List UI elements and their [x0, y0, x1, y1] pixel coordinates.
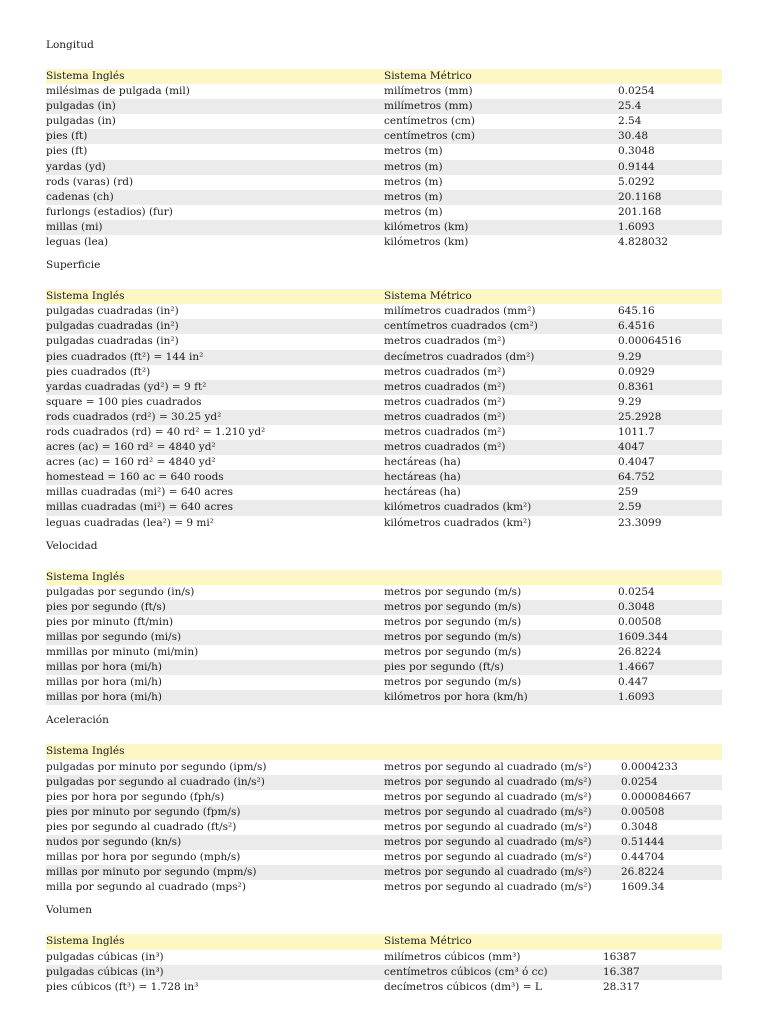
section-velocidad [46, 539, 722, 706]
table-row [46, 980, 722, 995]
metric-unit-cell: metros (m) [384, 145, 443, 158]
factor-cell: 1609.34 [621, 881, 665, 894]
factor-cell: 1609.344 [618, 631, 669, 643]
table-row [46, 630, 722, 645]
table-row [46, 235, 722, 250]
metric-unit-cell: metros cuadrados (m²) [384, 365, 506, 378]
metric-unit-cell: pies por segundo (ft/s) [384, 661, 504, 674]
english-unit-cell: yardas cuadradas (yd²) = 9 ft² [46, 380, 207, 393]
english-unit-cell: pulgadas por segundo al cuadrado (in/s²) [46, 775, 265, 788]
english-unit-cell: pies por segundo al cuadrado (ft/s²) [46, 820, 237, 833]
factor-cell: 1.4667 [618, 661, 655, 674]
english-unit-cell: millas por hora por segundo (mph/s) [46, 851, 241, 864]
factor-cell: 1.6093 [618, 220, 655, 233]
english-unit-cell: Sistema Inglés [46, 570, 125, 583]
english-unit-cell: millas cuadradas (mi²) = 640 acres [46, 486, 233, 499]
metric-unit-cell: kilómetros cuadrados (km²) [384, 501, 532, 514]
english-unit-cell: pies cúbicos (ft³) = 1.728 in³ [46, 980, 199, 993]
metric-unit-cell: metros cuadrados (m²) [384, 425, 506, 438]
factor-cell: 26.8224 [618, 646, 662, 659]
metric-unit-cell: metros cuadrados (m²) [384, 335, 506, 348]
table-row [46, 440, 722, 455]
metric-unit-cell: hectáreas (ha) [384, 486, 461, 499]
factor-cell: 0.4047 [618, 456, 655, 469]
english-unit-cell: leguas cuadradas (lea²) = 9 mi² [46, 516, 214, 529]
metric-unit-cell: metros por segundo (m/s) [384, 600, 522, 613]
factor-cell: 20.1168 [618, 190, 662, 203]
metric-unit-cell: metros cuadrados (m²) [384, 410, 506, 423]
factor-cell: 6.4516 [618, 320, 655, 333]
factor-cell: 645.16 [618, 305, 655, 318]
factor-cell: 0.00508 [621, 805, 665, 818]
english-unit-cell: rods (varas) (rd) [46, 175, 134, 188]
section-volumen [46, 903, 722, 994]
conversion-document [46, 38, 722, 995]
factor-cell: 64.752 [618, 471, 655, 484]
factor-cell: 0.000084667 [621, 790, 692, 803]
english-unit-cell: Sistema Inglés [46, 935, 125, 948]
english-unit-cell: pies (ft) [46, 130, 88, 143]
table-row [46, 690, 722, 705]
metric-unit-cell: centímetros cuadrados (cm²) [384, 320, 538, 333]
section-superficie [46, 258, 722, 531]
metric-unit-cell: metros (m) [384, 205, 443, 218]
english-unit-cell: acres (ac) = 160 rd² = 4840 yd² [46, 456, 216, 469]
english-unit-cell: rods cuadrados (rd²) = 30.25 yd² [46, 410, 222, 423]
table-row [46, 99, 722, 114]
metric-unit-cell: metros (m) [384, 190, 443, 203]
english-unit-cell: pies cuadrados (ft²) = 144 in² [46, 350, 204, 363]
english-unit-cell: milla por segundo al cuadrado (mps²) [46, 881, 246, 894]
factor-cell: 5.0292 [618, 175, 655, 188]
english-unit-cell: Sistema Inglés [46, 745, 125, 758]
section-aceleracion [46, 713, 722, 895]
factor-cell: 30.48 [618, 130, 649, 143]
table-row [46, 880, 722, 895]
factor-cell: 1011.7 [618, 425, 655, 438]
factor-cell: 0.3048 [618, 600, 655, 613]
table-row [46, 600, 722, 615]
english-unit-cell: pies cuadrados (ft²) [46, 365, 151, 378]
english-unit-cell: furlongs (estadios) (fur) [46, 205, 173, 218]
table-header-row [46, 289, 722, 304]
table-row [46, 850, 722, 865]
metric-unit-cell: metros por segundo al cuadrado (m/s²) [384, 820, 592, 833]
factor-cell: 1.6093 [618, 691, 655, 704]
table-row [46, 129, 722, 144]
factor-cell: 16387 [603, 950, 637, 963]
factor-cell: 25.2928 [618, 410, 662, 423]
metric-unit-cell: decímetros cúbicos (dm³) = L [384, 980, 542, 993]
metric-unit-cell: metros por segundo (m/s) [384, 646, 522, 659]
factor-cell: 0.0929 [618, 365, 655, 378]
metric-unit-cell: metros (m) [384, 160, 443, 173]
metric-unit-cell: kilómetros (km) [384, 220, 469, 233]
english-unit-cell: Sistema Inglés [46, 70, 125, 82]
table-row [46, 84, 722, 99]
factor-cell: 0.0004233 [621, 760, 678, 773]
metric-unit-cell: metros por segundo al cuadrado (m/s²) [384, 851, 592, 864]
english-unit-cell: millas (mi) [46, 220, 103, 233]
factor-cell: 26.8224 [621, 866, 665, 879]
english-unit-cell: homestead = 160 ac = 640 roods [46, 471, 224, 484]
factor-cell: 0.51444 [621, 836, 665, 849]
english-unit-cell: pulgadas por minuto por segundo (ipm/s) [46, 760, 267, 773]
metric-unit-cell: Sistema Métrico [384, 290, 472, 303]
table-row [46, 304, 722, 319]
factor-cell: 0.9144 [618, 160, 655, 173]
table-row [46, 455, 722, 470]
metric-unit-cell: kilómetros (km) [384, 236, 469, 249]
table-header-row [46, 570, 722, 585]
metric-unit-cell: metros por segundo al cuadrado (m/s²) [384, 760, 592, 773]
english-unit-cell: mmillas por minuto (mi/min) [46, 646, 199, 659]
english-unit-cell: millas cuadradas (mi²) = 640 acres [46, 501, 233, 514]
metric-unit-cell: Sistema Métrico [384, 70, 472, 82]
factor-cell: 259 [618, 486, 639, 499]
metric-unit-cell: kilómetros por hora (km/h) [384, 691, 528, 704]
metric-unit-cell: milímetros (mm) [384, 100, 473, 113]
table-row [46, 319, 722, 334]
english-unit-cell: millas por minuto por segundo (mpm/s) [46, 866, 257, 879]
metric-unit-cell: metros por segundo (m/s) [384, 615, 522, 628]
table-row [46, 205, 722, 220]
table-row [46, 334, 722, 349]
table-row [46, 114, 722, 129]
table-row [46, 615, 722, 630]
section-title: Velocidad [46, 539, 98, 552]
table-row [46, 365, 722, 380]
factor-cell: 4047 [618, 441, 645, 454]
factor-cell: 201.168 [618, 205, 662, 218]
metric-unit-cell: metros cuadrados (m²) [384, 380, 506, 393]
table-row [46, 500, 722, 515]
factor-cell: 4.828032 [618, 236, 669, 249]
english-unit-cell: Sistema Inglés [46, 290, 125, 303]
english-unit-cell: millas por segundo (mi/s) [46, 631, 182, 643]
factor-cell: 0.00508 [618, 615, 662, 628]
english-unit-cell: yardas (yd) [46, 160, 106, 173]
metric-unit-cell: metros por segundo (m/s) [384, 585, 522, 598]
english-unit-cell: pies (ft) [46, 145, 88, 158]
metric-unit-cell: centímetros (cm) [384, 115, 475, 128]
metric-unit-cell: hectáreas (ha) [384, 456, 461, 469]
factor-cell: 0.0254 [621, 775, 658, 788]
table-row [46, 675, 722, 690]
factor-cell: 0.0254 [618, 85, 655, 98]
table-row [46, 760, 722, 775]
metric-unit-cell: metros por segundo (m/s) [384, 676, 522, 689]
table-row [46, 805, 722, 820]
table-row [46, 220, 722, 235]
metric-unit-cell: milímetros cuadrados (mm²) [384, 305, 536, 318]
factor-cell: 25.4 [618, 100, 642, 113]
table-row [46, 820, 722, 835]
table-row [46, 425, 722, 440]
table-row [46, 660, 722, 675]
metric-unit-cell: metros por segundo al cuadrado (m/s²) [384, 881, 592, 894]
table-row [46, 410, 722, 425]
table-row [46, 144, 722, 159]
metric-unit-cell: decímetros cuadrados (dm²) [384, 350, 535, 363]
table-header-row [46, 744, 722, 759]
metric-unit-cell: Sistema Métrico [384, 935, 472, 948]
metric-unit-cell: metros (m) [384, 175, 443, 188]
factor-cell: 0.44704 [621, 851, 665, 864]
table-row [46, 516, 722, 531]
section-longitud [46, 38, 722, 250]
metric-unit-cell: milímetros (mm) [384, 85, 473, 98]
table-row [46, 380, 722, 395]
table-row [46, 175, 722, 190]
factor-cell: 0.00064516 [618, 335, 682, 348]
table-row [46, 160, 722, 175]
factor-cell: 9.29 [618, 350, 642, 363]
metric-unit-cell: metros por segundo al cuadrado (m/s²) [384, 790, 592, 803]
english-unit-cell: cadenas (ch) [46, 190, 114, 203]
table-row [46, 645, 722, 660]
factor-cell: 2.54 [618, 115, 642, 128]
english-unit-cell: pies por hora por segundo (fph/s) [46, 790, 225, 803]
metric-unit-cell: milímetros cúbicos (mm³) [384, 950, 521, 963]
table-header-row [46, 69, 722, 84]
factor-cell: 0.0254 [618, 585, 655, 598]
english-unit-cell: pulgadas cúbicas (in³) [46, 950, 164, 963]
table-row [46, 485, 722, 500]
table-header-row [46, 934, 722, 949]
factor-cell: 0.8361 [618, 380, 655, 393]
english-unit-cell: pulgadas cuadradas (in²) [46, 305, 179, 318]
table-row [46, 865, 722, 880]
english-unit-cell: pulgadas cúbicas (in³) [46, 965, 164, 978]
english-unit-cell: pies por minuto (ft/min) [46, 615, 174, 628]
table-row [46, 470, 722, 485]
english-unit-cell: pies por segundo (ft/s) [46, 600, 166, 613]
section-title: Longitud [46, 39, 94, 51]
english-unit-cell: pulgadas cuadradas (in²) [46, 335, 179, 348]
metric-unit-cell: metros cuadrados (m²) [384, 441, 506, 454]
english-unit-cell: pulgadas (in) [46, 115, 116, 128]
factor-cell: 2.59 [618, 501, 642, 514]
table-row [46, 790, 722, 805]
english-unit-cell: milésimas de pulgada (mil) [46, 85, 190, 98]
factor-cell: 0.3048 [621, 820, 658, 833]
factor-cell: 28.317 [603, 980, 640, 993]
metric-unit-cell: centímetros (cm) [384, 130, 475, 143]
english-unit-cell: rods cuadrados (rd) = 40 rd² = 1.210 yd² [46, 425, 266, 438]
english-unit-cell: acres (ac) = 160 rd² = 4840 yd² [46, 441, 216, 454]
english-unit-cell: leguas (lea) [46, 236, 109, 249]
metric-unit-cell: metros por segundo al cuadrado (m/s²) [384, 805, 592, 818]
section-title: Superficie [46, 259, 101, 272]
metric-unit-cell: hectáreas (ha) [384, 471, 461, 484]
metric-unit-cell: kilómetros cuadrados (km²) [384, 516, 532, 529]
english-unit-cell: pies por minuto por segundo (fpm/s) [46, 805, 241, 818]
table-row [46, 395, 722, 410]
english-unit-cell: millas por hora (mi/h) [46, 661, 162, 674]
english-unit-cell: square = 100 pies cuadrados [46, 395, 202, 408]
section-title: Volumen [46, 904, 92, 917]
factor-cell: 16.387 [603, 965, 640, 978]
english-unit-cell: millas por hora (mi/h) [46, 691, 162, 704]
english-unit-cell: pulgadas (in) [46, 100, 116, 113]
table-row [46, 835, 722, 850]
table-row [46, 965, 722, 980]
table-row [46, 585, 722, 600]
english-unit-cell: millas por hora (mi/h) [46, 676, 162, 689]
section-title: Aceleración [46, 714, 109, 727]
english-unit-cell: pulgadas por segundo (in/s) [46, 585, 195, 598]
english-unit-cell: nudos por segundo (kn/s) [46, 836, 182, 849]
table-row [46, 350, 722, 365]
metric-unit-cell: metros por segundo (m/s) [384, 631, 522, 643]
table-row [46, 190, 722, 205]
metric-unit-cell: metros cuadrados (m²) [384, 395, 506, 408]
metric-unit-cell: metros por segundo al cuadrado (m/s²) [384, 866, 592, 879]
table-row [46, 775, 722, 790]
factor-cell: 23.3099 [618, 516, 662, 529]
factor-cell: 9.29 [618, 395, 642, 408]
english-unit-cell: pulgadas cuadradas (in²) [46, 320, 179, 333]
metric-unit-cell: metros por segundo al cuadrado (m/s²) [384, 775, 592, 788]
metric-unit-cell: centímetros cúbicos (cm³ ó cc) [384, 965, 548, 978]
metric-unit-cell: metros por segundo al cuadrado (m/s²) [384, 836, 592, 849]
table-row [46, 950, 722, 965]
factor-cell: 0.3048 [618, 145, 655, 158]
factor-cell: 0.447 [618, 676, 649, 689]
